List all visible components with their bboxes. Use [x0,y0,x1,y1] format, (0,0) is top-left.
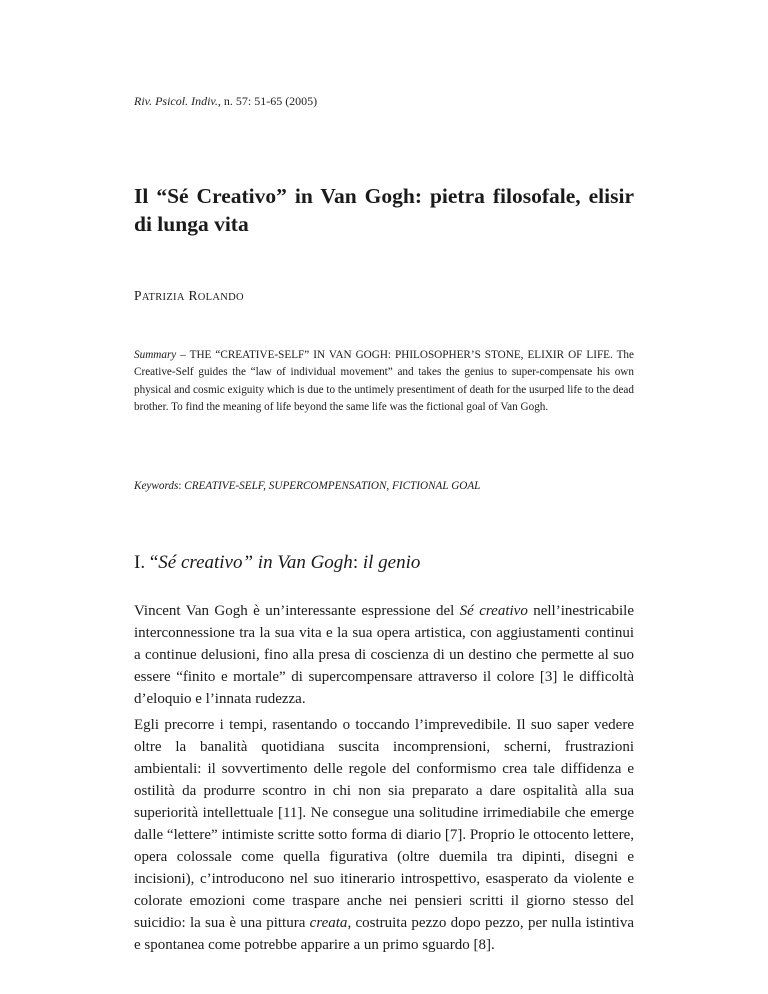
p1-text-c: nell’inestricabile interconnessione tra la sua vita e la sua opera artistica, con aggiustamenti continui a continue delusioni, fino alla presa di coscienza di un destino che permette al suo essere “finito e mortale” di supercompensare attraverso il colore [3] le difficoltà d’eloquio e l’innata rudezza. [134,603,635,707]
summary-abstract [134,347,634,416]
author-first-initial: P [134,288,142,303]
author-first-rest: ATRIZIA [141,292,185,303]
section-subtitle: il genio [362,552,421,573]
article-title: Il “Sé Creativo” in Van Gogh: pietra filosofale, elisir di lunga vita [134,184,634,236]
author-last-initial: R [188,288,198,303]
body-paragraph-2 [134,714,634,956]
keywords-label: Keywords [134,480,179,492]
section-colon: : [352,552,363,573]
keywords-values: CREATIVE-SELF, SUPERCOMPENSATION, FICTIONAL GOAL [184,480,481,492]
section-title-italic: Sé creativo” in Van Gogh [158,552,353,573]
p2-text-a: Egli precorre i tempi, rasentando o toccando l’imprevedibile. Il suo saper vedere oltre la banalità quotidiana suscita incomprensioni, scherni, frustrazioni ambientali: il sovvertimento delle regole del conformismo crea tale diffidenza e ostilità da produrre scontro in chi non sia preparato a dare ospitalità alla sua superiorità intellettuale [11]. Ne consegue una solitudine irrimediabile che emerge dalle “lettere” intimiste scritte sotto forma di diario [7]. Proprio le ottocento lettere, opera colossale come quella figurativa (oltre duemila tra dipinti, disegni e incisioni), c’introducono nel suo itinerario introspettivo, esasperato da violente e colorate emozioni come traspare anche nei pensieri scritti il giorno stesso del suicidio: la sua è una pittura [134,717,634,931]
p1-emphasis: Sé creativo [459,603,528,619]
section-number: I. “ [134,552,159,573]
summary-label: Summary [134,349,177,361]
section-heading [134,552,420,574]
journal-citation [134,94,317,109]
journal-name: Riv. Psicol. Indiv. [134,94,218,108]
citation-details: , n. 57: 51-65 (2005) [217,94,318,108]
summary-text: – THE “CREATIVE-SELF” IN VAN GOGH: PHILOSOPHER’S STONE, ELIXIR OF LIFE. The Creative-Self guides the “law of individual movement” and takes the genius to super-compensate his own physical and cosmic exiguity which is due to the untimely presentiment of death for the usurped life to the dead brother. To find the meaning of life beyond the same life was the fictional goal of Van Gogh. [134,349,634,413]
p2-text-c: , costruita pezzo dopo pezzo, per nulla istintiva e spontanea come potrebbe apparire a un primo sguardo [8]. [134,915,634,953]
author-last-rest: OLANDO [197,292,244,303]
p1-text-a: Vincent Van Gogh è un’interessante espressione del [134,603,460,619]
body-paragraph-1 [134,600,634,710]
p2-emphasis: creata [309,915,348,931]
keywords-line [134,480,480,492]
keywords-sep: : [178,480,185,492]
author-name [134,288,244,304]
